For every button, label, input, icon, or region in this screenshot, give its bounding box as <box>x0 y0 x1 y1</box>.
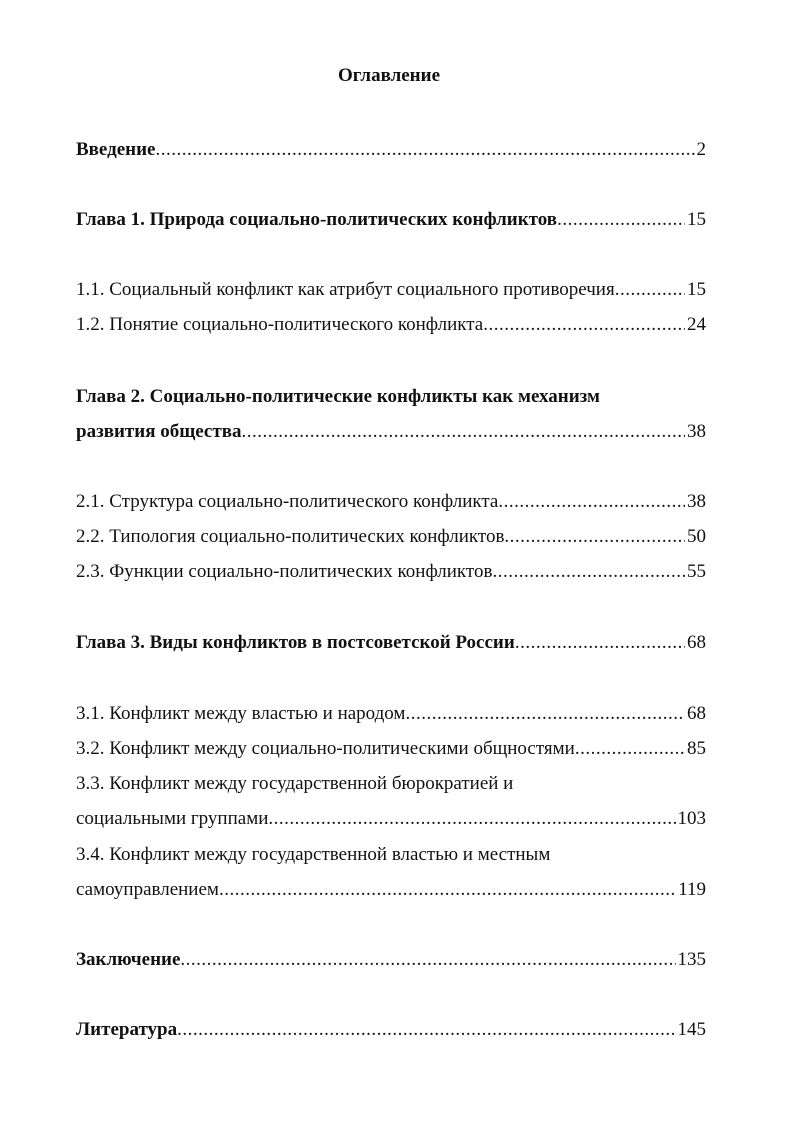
toc-page-number: 24 <box>687 314 706 335</box>
toc-page-number: 103 <box>677 808 706 829</box>
toc-entry-chapter-3 <box>76 631 706 655</box>
toc-page-number: 50 <box>687 526 706 547</box>
toc-entry-text: самоуправлением <box>76 879 219 900</box>
toc-page-number: 38 <box>687 421 706 442</box>
toc-page-number: 15 <box>687 279 706 300</box>
toc-entry-text: 2.2. Типология социально-политических конфликтов <box>76 526 505 547</box>
leader-dots <box>268 807 675 831</box>
leader-dots <box>515 631 685 655</box>
toc-entry-conclusion <box>76 948 706 972</box>
toc-entry-literature <box>76 1018 706 1042</box>
toc-page-number: 68 <box>687 632 706 653</box>
toc-entry-text: Глава 1. Природа социально-политических конфликтов <box>76 209 558 230</box>
toc-entry-chapter-1 <box>76 208 706 232</box>
toc-entry-text: 1.2. Понятие социально-политического конфликта <box>76 314 484 335</box>
toc-entry-text: Литература <box>76 1019 178 1040</box>
toc-page-number: 15 <box>687 209 706 230</box>
toc-entry-text: развития общества <box>76 421 242 442</box>
toc-entry-section-1-2 <box>76 313 706 337</box>
toc-entry-intro <box>76 138 706 162</box>
toc-entry-section-1-1 <box>76 278 706 302</box>
toc-page-number: 135 <box>677 949 706 970</box>
leader-dots <box>219 878 676 902</box>
toc-entry-text: Глава 3. Виды конфликтов в постсоветской России <box>76 632 515 653</box>
leader-dots <box>575 737 685 761</box>
leader-dots <box>405 702 685 726</box>
toc-entry-section-3-1 <box>76 702 706 726</box>
leader-dots <box>241 420 685 444</box>
toc-entry-text: 2.1. Структура социально-политического конфликта <box>76 491 499 512</box>
toc-entry-text: 1.1. Социальный конфликт как атрибут социального противоречия <box>76 279 615 300</box>
toc-entry-section-3-4 <box>76 878 706 902</box>
toc-entry-text: Введение <box>76 139 156 160</box>
toc-entry-section-3-3 <box>76 807 706 831</box>
toc-page-number: 2 <box>696 139 706 160</box>
toc-entry-chapter-2 <box>76 420 706 444</box>
toc-entry-text: 3.2. Конфликт между социально-политическими общностями <box>76 738 575 759</box>
page-title: Оглавление <box>337 65 441 86</box>
toc-page-number: 85 <box>687 738 706 759</box>
toc-page-number: 119 <box>678 879 706 900</box>
toc-entry-text: Заключение <box>76 949 181 970</box>
toc-entry-section-3-4-line1: 3.4. Конфликт между государственной властью и местным <box>76 844 551 865</box>
toc-page-number: 145 <box>677 1019 706 1040</box>
toc-entry-text: 2.3. Функции социально-политических конфликтов <box>76 561 493 582</box>
toc-page-number: 55 <box>687 561 706 582</box>
leader-dots <box>498 490 685 514</box>
leader-dots <box>180 948 675 972</box>
leader-dots <box>483 313 685 337</box>
toc-entry-section-2-3 <box>76 560 706 584</box>
leader-dots <box>504 525 685 549</box>
toc-page-number: 68 <box>687 703 706 724</box>
toc-entry-chapter-2-line1: Глава 2. Социально-политические конфликты как механизм <box>76 386 600 407</box>
toc-entry-text: 3.1. Конфликт между властью и народом <box>76 703 406 724</box>
leader-dots <box>156 138 695 162</box>
toc-entry-section-2-2 <box>76 525 706 549</box>
leader-dots <box>615 278 685 302</box>
toc-entry-section-3-2 <box>76 737 706 761</box>
leader-dots <box>177 1018 675 1042</box>
toc-page-number: 38 <box>687 491 706 512</box>
leader-dots <box>492 560 685 584</box>
toc-entry-text: социальными группами <box>76 808 269 829</box>
leader-dots <box>557 208 685 232</box>
toc-entry-section-3-3-line1: 3.3. Конфликт между государственной бюрократией и <box>76 773 514 794</box>
toc-entry-section-2-1 <box>76 490 706 514</box>
